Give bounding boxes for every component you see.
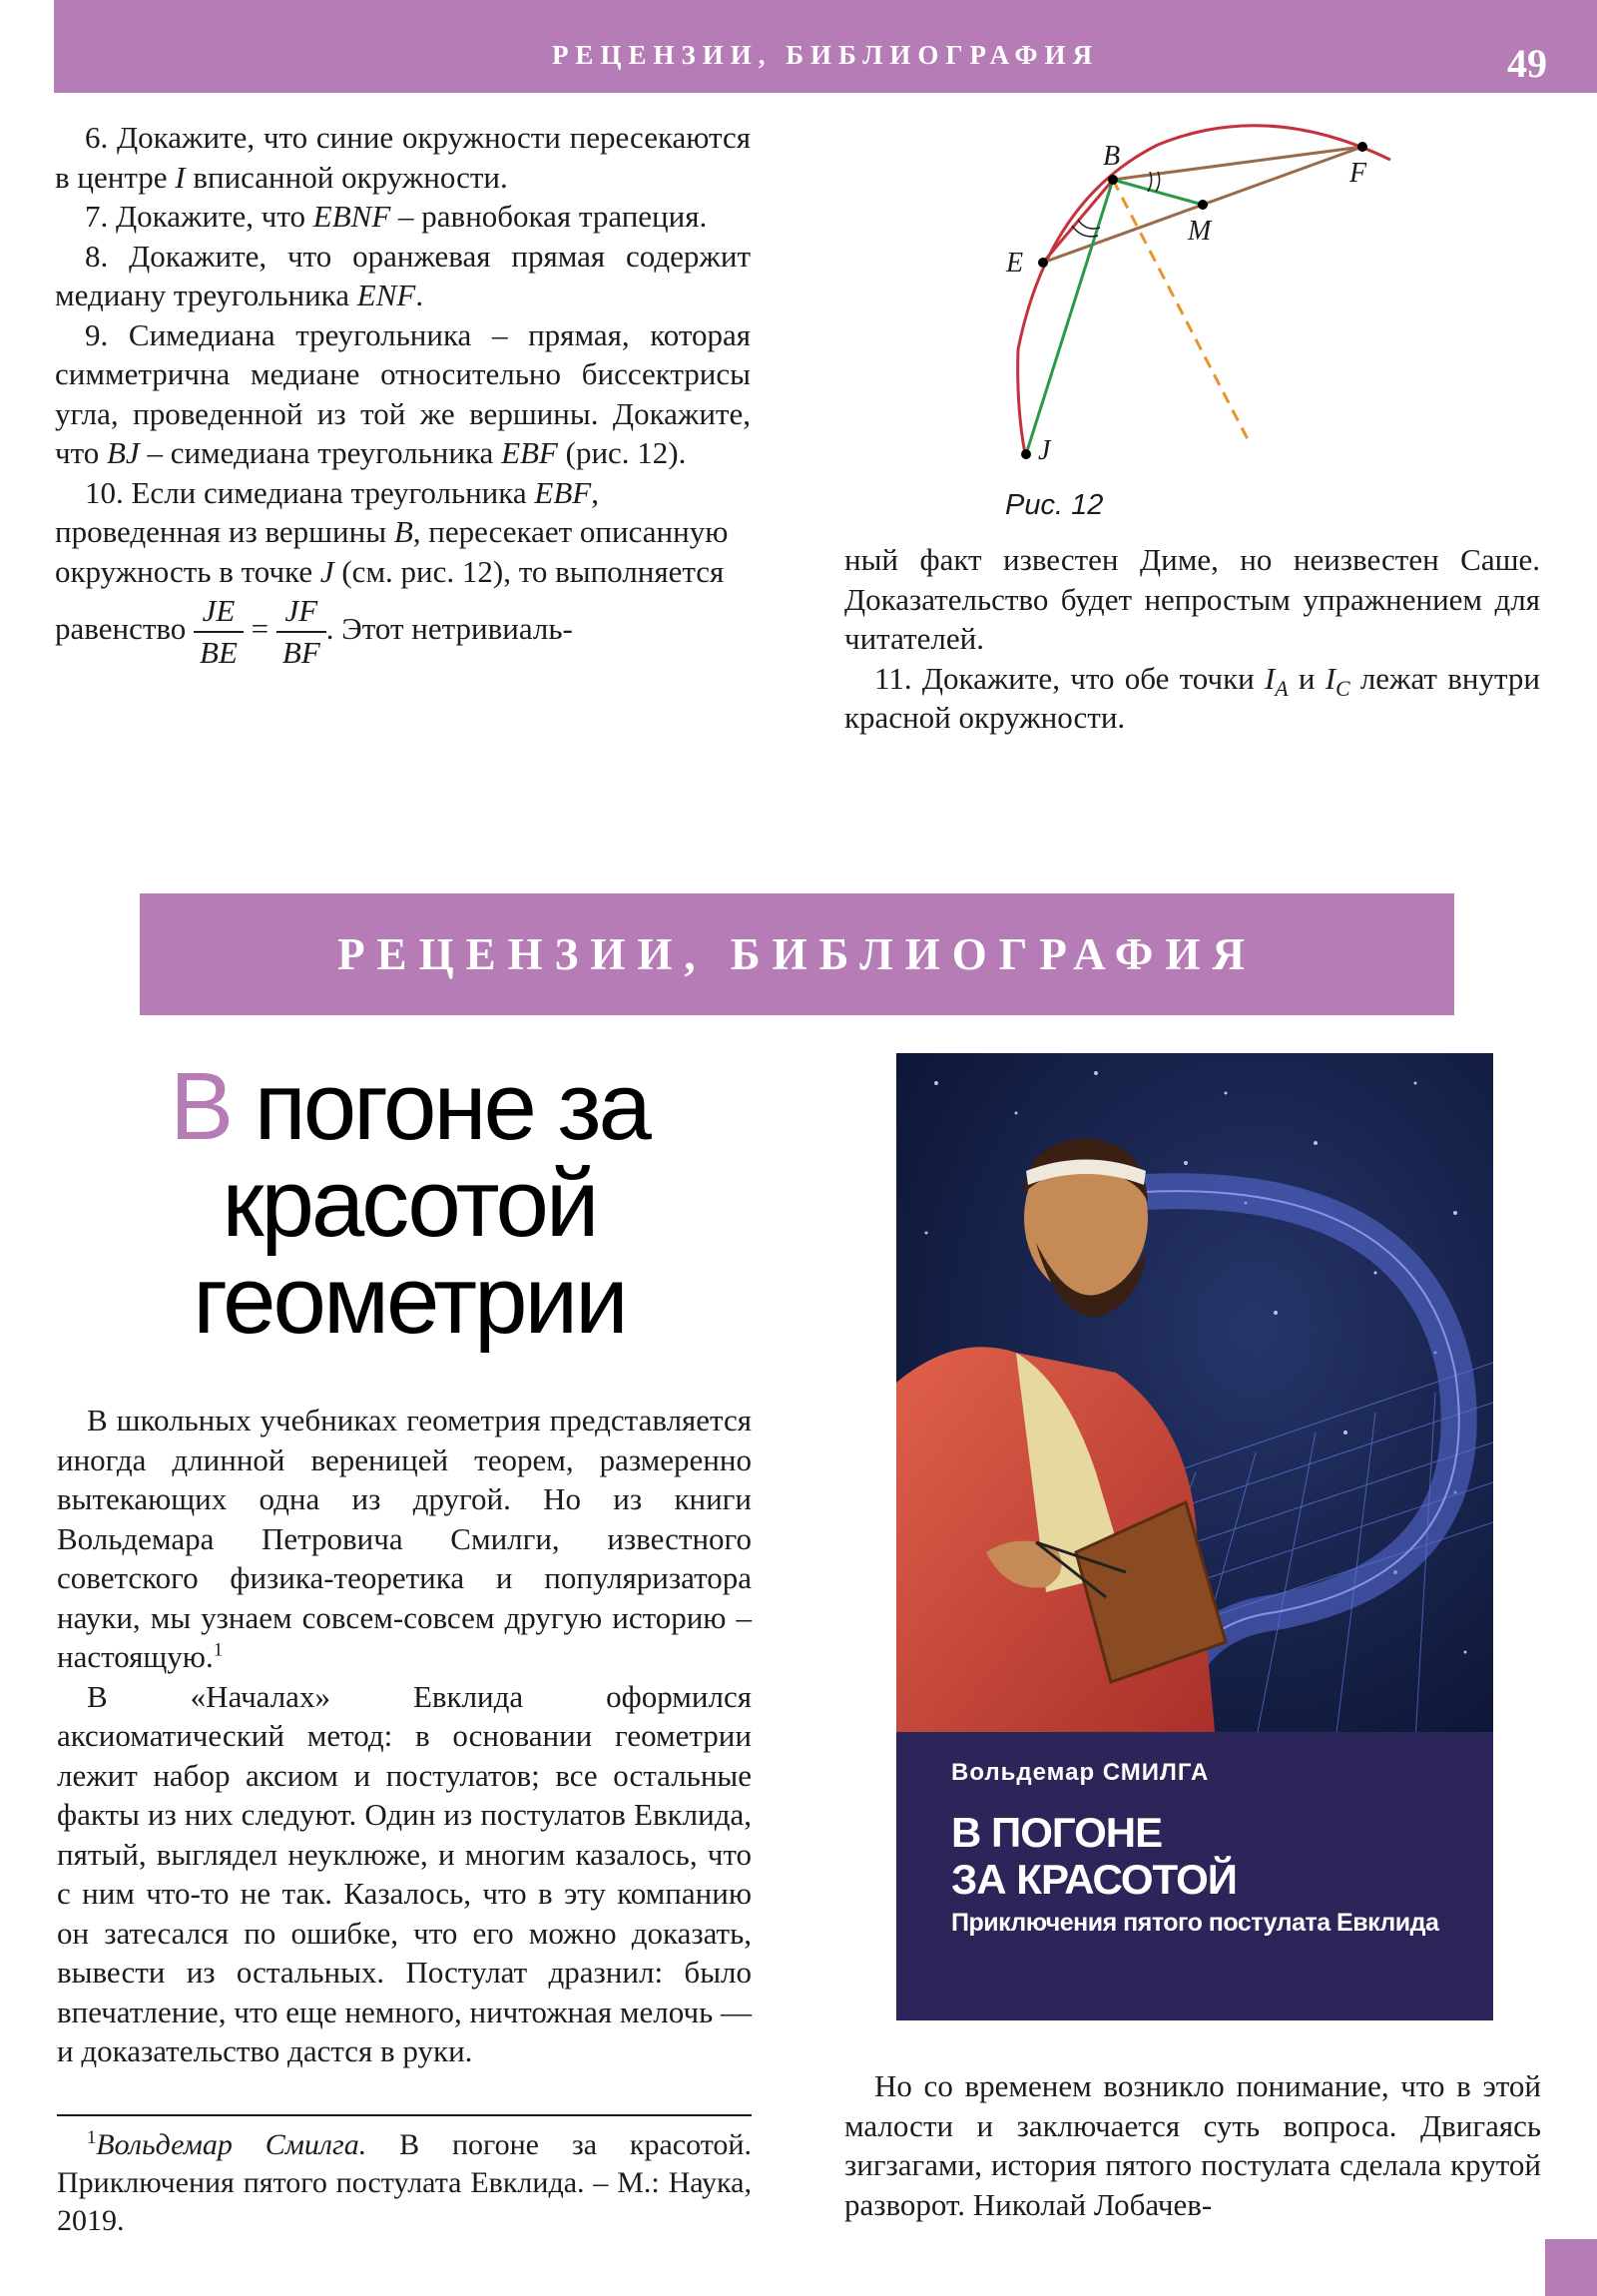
article-title-initial: В (170, 1053, 232, 1160)
fraction-jf-bf: $\frac{JF}{BF}$ (276, 591, 326, 673)
problem-10-tail-b: ный факт известен Диме, но неизвестен Саше. Доказательство будет непростым упражнением для читателей. (844, 542, 1540, 656)
footnote-ref: 1 (213, 1639, 224, 1661)
article-title-line1: погоне за (231, 1053, 649, 1160)
cover-art-bottom-band (896, 1732, 1493, 1742)
article-title-line2: красотой (222, 1150, 597, 1257)
corner-tab (1545, 2239, 1597, 2296)
footnote-text: В погоне за красотой. Приключения пятого постулата Евклида. – М.: Наука, 2019. (57, 2128, 752, 2237)
label-e: E (1006, 248, 1024, 279)
circumcircle-arc (1018, 126, 1390, 459)
section-banner (140, 893, 1454, 1015)
cover-title-line2: ЗА КРАСОТОЙ (951, 1856, 1237, 1903)
cover-title-line1: В ПОГОНЕ (951, 1809, 1163, 1856)
fraction-je-be: $\frac{JE}{BE}$ (194, 591, 244, 673)
cover-artwork (896, 1053, 1493, 1742)
footnote (57, 2126, 752, 2240)
footnote-rule (57, 2114, 752, 2116)
article-paragraph-2: В «Началах» Евклида оформился аксиоматический метод: в основании геометрии лежит набор аксиом и постулатов; все остальные факты из них следуют. Один из постулатов Евклида, пятый, выглядел неуклюже, и многим казалось, что с ним что-то не так. Казалось, что в эту компанию он затесался по ошибке, что его можно доказать, вывести из остальных. Постулат дразнил: было впечатление, что еще немного, ничтожная мелочь — и доказательство дастся в руки. (57, 1678, 752, 2068)
point-e (1038, 258, 1048, 268)
figure-12-svg (988, 120, 1417, 489)
problem-6: 6. Докажите, что синие окружности пересекаются в центре I вписанной окружности. (55, 120, 751, 195)
running-header (54, 0, 1597, 93)
problem-7: 7. Докажите, что EBNF – равнобокая трапеция. (85, 199, 708, 234)
article-title-line3: геометрии (193, 1247, 626, 1354)
cover-author: Вольдемар СМИЛГА (951, 1759, 1210, 1786)
label-j: J (1038, 435, 1051, 466)
problem-9: 9. Симедиана треугольника – прямая, которая симметрична медиане относительно биссектрисы угла, проведенной из той же вершины. Докажите, что BJ – симедиана треугольника EBF (рис. 12). (55, 316, 751, 470)
section-banner-title: РЕЦЕНЗИИ, БИБЛИОГРАФИЯ (337, 929, 1257, 979)
segment-b-m (1113, 180, 1203, 205)
point-f (1357, 142, 1367, 152)
point-b (1108, 175, 1118, 185)
article-paragraph-1: В школьных учебниках геометрия представляется иногда длинной вереницей теорем, размеренно вытекающих одна из другой. Но из книги Вольдемара Петровича Смилги, известного советского физика-теоретика и популяризатора науки, мы узнаем совсем-совсем другую историю – настоящую.$^1$ (57, 1403, 752, 1674)
label-m: M (1188, 216, 1212, 247)
book-cover (896, 1053, 1493, 2020)
problem-10: 10. Если симедиана треугольника EBF, проведенная из вершины B, пересекает описанную окружность в точке J (см. рис. 12), то выполняется равенство $\frac{JE}{BE}$ = $\frac{JF}{BF}$ . Этот нетривиаль- (55, 473, 751, 674)
footnote-mark: 1 (87, 2127, 97, 2148)
cover-title (951, 1809, 1237, 1903)
page-number: 49 (1507, 41, 1547, 86)
footnote-author: Вольдемар Смилга. (96, 2128, 367, 2161)
label-b: B (1103, 141, 1121, 172)
article-column-right (844, 2066, 1541, 2224)
problems-column-right (844, 540, 1540, 738)
article-paragraph-3: Но со временем возникло понимание, что в этой малости и заключается суть вопроса. Двигаясь зигзагами, история пятого постулата сделала крутой разворот. Николай Лобачев- (844, 2068, 1541, 2222)
point-m (1198, 200, 1208, 210)
problem-10-tail-a: . Этот нетривиаль- (325, 611, 573, 647)
article-title (90, 1053, 729, 1354)
running-header-title: РЕЦЕНЗИИ, БИБЛИОГРАФИЯ (551, 40, 1100, 70)
figure-12 (988, 120, 1417, 489)
article-column-left (57, 1401, 752, 2071)
cover-subtitle: Приключения пятого постулата Евклида (951, 1909, 1439, 1937)
problem-11: 11. Докажите, что обе точки $I_A$ и $I_C$ лежат внутри красной окружности. (844, 660, 1540, 735)
problems-column-left (55, 118, 751, 673)
point-j (1021, 449, 1031, 459)
problem-8: 8. Докажите, что оранжевая прямая содержит медиану треугольника ENF. (55, 238, 751, 312)
orange-dashed-line (1113, 180, 1248, 439)
label-f: F (1349, 158, 1367, 189)
figure-caption: Рис. 12 (1005, 489, 1104, 521)
